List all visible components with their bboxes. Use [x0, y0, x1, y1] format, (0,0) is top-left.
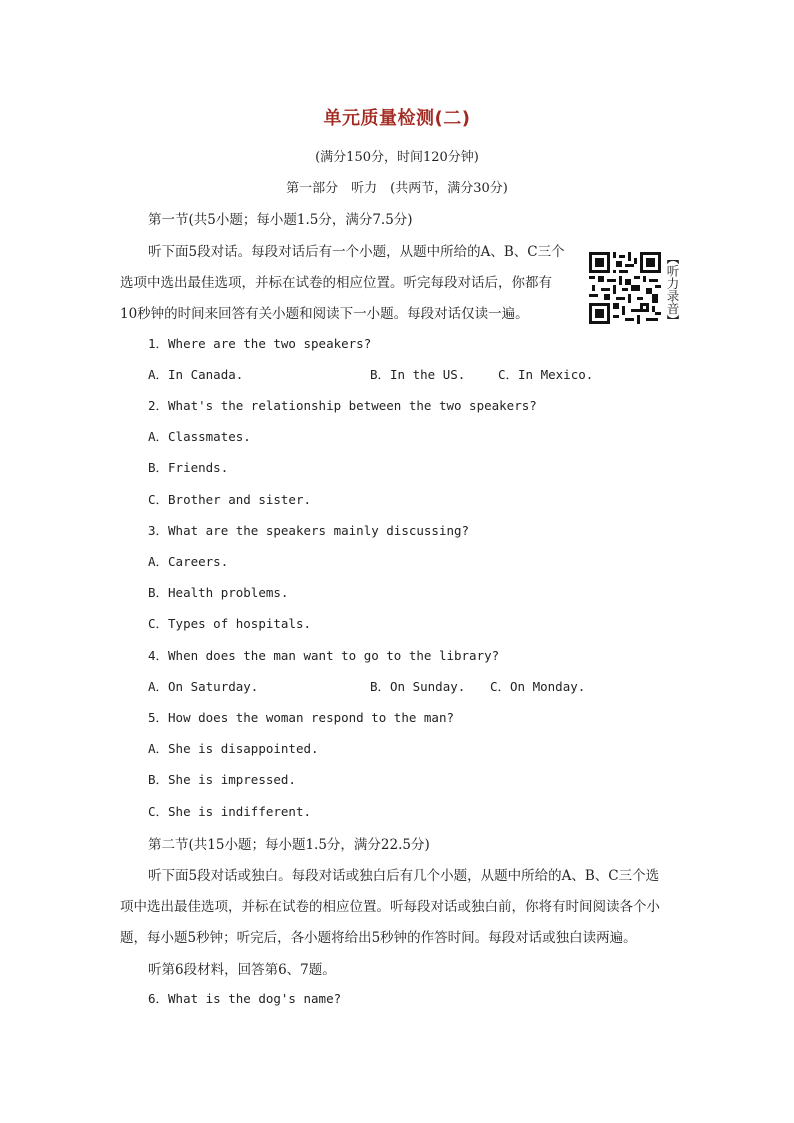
answer-option[interactable]: C．On Monday.: [490, 679, 586, 694]
answer-option[interactable]: C．Brother and sister.: [148, 492, 312, 507]
section-two-intro-line: 题，每小题5秒钟；听完后，各小题将给出5秒钟的作答时间。每段对话或独白读两遍。: [120, 930, 637, 946]
answer-option[interactable]: C．Types of hospitals.: [148, 616, 312, 631]
page-title: 单元质量检测(二): [323, 108, 471, 129]
question-stem: 6．What is the dog's name?: [148, 991, 342, 1006]
question-stem: 4．When does the man want to go to the library?: [148, 648, 500, 663]
section-one-intro-line: 选项中选出最佳选项，并标在试卷的相应位置。听完每段对话后，你都有: [120, 275, 552, 291]
exam-meta: (满分150分，时间120分钟): [315, 150, 479, 165]
section-one-intro-line: 10秒钟的时间来回答有关小题和阅读下一小题。每段对话仅读一遍。: [120, 306, 529, 322]
question-stem: 2．What's the relationship between the two speakers?: [148, 398, 537, 413]
section-one-intro-line: 听下面5段对话。每段对话后有一个小题，从题中所给的A、B、C三个: [148, 244, 565, 260]
answer-option[interactable]: B．Friends.: [148, 460, 229, 475]
answer-option[interactable]: C．She is indifferent.: [148, 804, 312, 819]
section-two-intro-line: 听下面5段对话或独白。每段对话或独白后有几个小题，从题中所给的A、B、C三个选: [148, 868, 660, 884]
answer-option[interactable]: B．Health problems.: [148, 585, 289, 600]
section-two-intro-line: 项中选出最佳选项，并标在试卷的相应位置。听每段对话或独白前，你将有时间阅读各个小: [120, 899, 660, 915]
qr-code-icon[interactable]: [589, 252, 661, 324]
question-stem: 1．Where are the two speakers?: [148, 336, 372, 351]
question-stem: 5．How does the woman respond to the man?: [148, 710, 454, 725]
answer-option[interactable]: A．Classmates.: [148, 429, 251, 444]
section-one-heading: 第一节(共5小题；每小题1.5分，满分7.5分): [148, 212, 413, 228]
answer-option[interactable]: B．On Sunday.: [370, 679, 466, 694]
answer-option[interactable]: A．On Saturday.: [148, 679, 259, 694]
answer-option[interactable]: A．In Canada.: [148, 367, 244, 382]
question-stem: 3．What are the speakers mainly discussing?: [148, 523, 470, 538]
answer-option[interactable]: B．In the US.: [370, 367, 466, 382]
material-instruction: 听第6段材料，回答第6、7题。: [148, 962, 336, 978]
answer-option[interactable]: A．Careers.: [148, 554, 229, 569]
qr-code-label: 【听力录音】: [665, 252, 680, 327]
answer-option[interactable]: B．She is impressed.: [148, 772, 296, 787]
part-one-heading: 第一部分 听力 (共两节，满分30分): [286, 181, 508, 196]
answer-option[interactable]: A．She is disappointed.: [148, 741, 319, 756]
section-two-heading: 第二节(共15小题；每小题1.5分，满分22.5分): [148, 837, 430, 853]
answer-option[interactable]: C．In Mexico.: [498, 367, 594, 382]
